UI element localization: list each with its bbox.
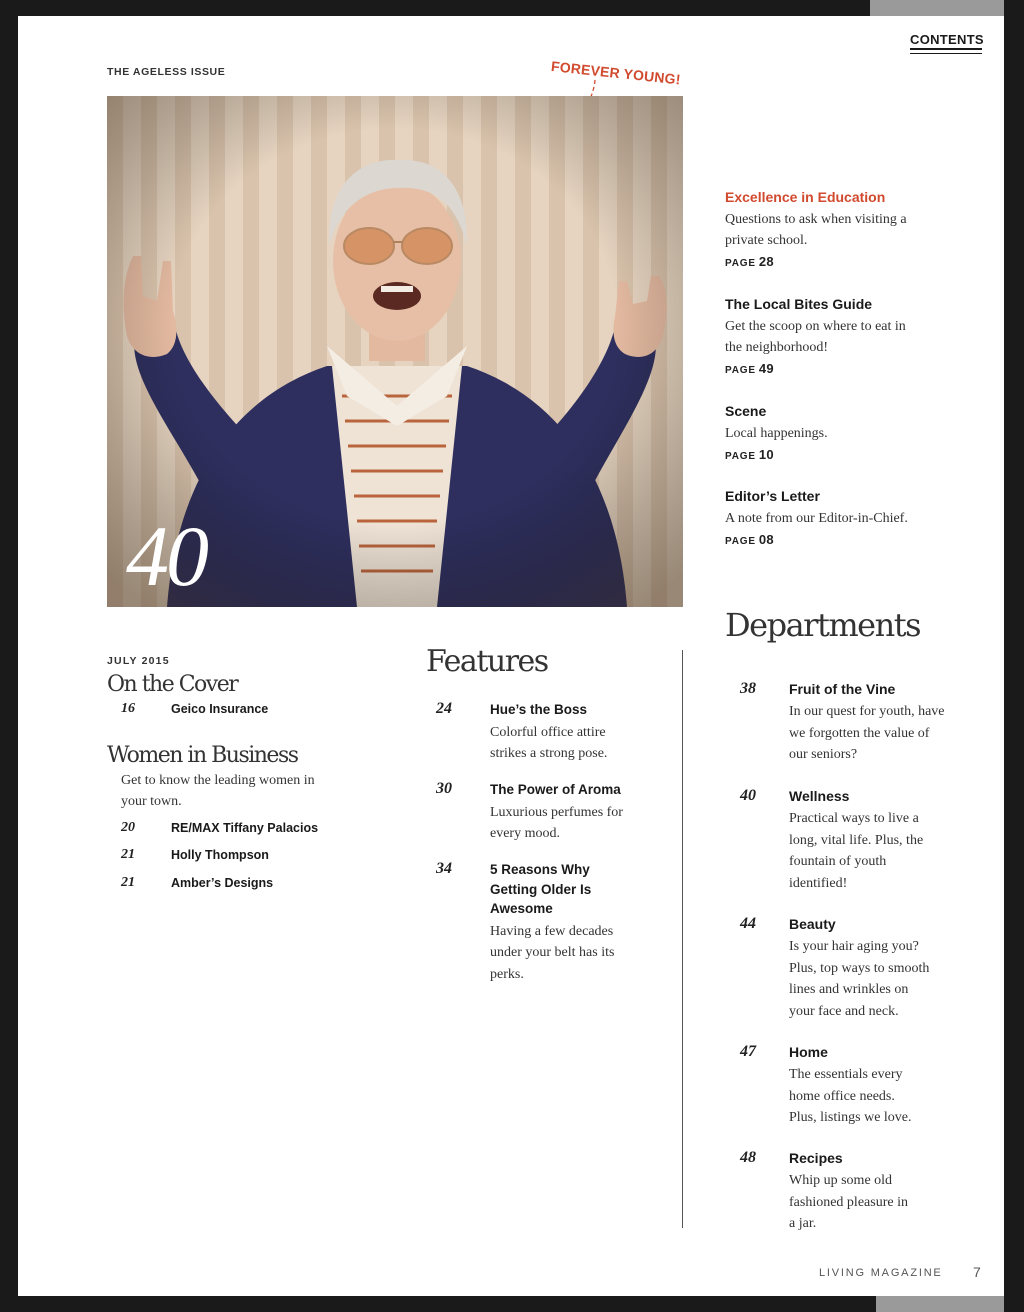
list-item-page: 21 bbox=[121, 875, 135, 890]
sidebar-article-page: PAGE 08 bbox=[725, 532, 774, 547]
list-item[interactable] bbox=[121, 701, 381, 721]
department-title: Recipes bbox=[789, 1150, 843, 1166]
sidebar-article-desc: A note from our Editor-in-Chief. bbox=[725, 511, 908, 526]
department-title: Home bbox=[789, 1044, 828, 1060]
feature-item[interactable] bbox=[436, 860, 656, 990]
contents-underline-thin bbox=[910, 53, 982, 54]
issue-page-count: 40 bbox=[126, 508, 206, 604]
feature-title: 5 Reasons Why Getting Older Is Awesome bbox=[490, 862, 592, 916]
list-item-page: 16 bbox=[121, 701, 135, 716]
department-page: 44 bbox=[740, 915, 756, 932]
sidebar-article[interactable] bbox=[725, 189, 955, 269]
page-edge-bottom bbox=[876, 1296, 1024, 1312]
list-item[interactable] bbox=[121, 875, 381, 895]
department-item[interactable] bbox=[740, 680, 960, 770]
issue-date: JULY 2015 bbox=[107, 655, 170, 667]
page-edge-right bbox=[1004, 0, 1024, 1312]
department-title: Fruit of the Vine bbox=[789, 681, 896, 697]
department-page: 40 bbox=[740, 787, 756, 804]
sidebar-article[interactable] bbox=[725, 296, 955, 376]
list-item-label: Holly Thompson bbox=[171, 848, 269, 862]
department-desc: Is your hair aging you? Plus, top ways to smooth lines and wrinkles on your face and neck. bbox=[789, 939, 930, 1019]
feature-title: Hue’s the Boss bbox=[490, 702, 588, 717]
sidebar-article-title: Excellence in Education bbox=[725, 189, 886, 205]
feature-desc: Luxurious perfumes for every mood. bbox=[490, 804, 623, 841]
sidebar-article-desc: Local happenings. bbox=[725, 426, 828, 441]
column-divider bbox=[682, 650, 683, 1228]
feature-page: 34 bbox=[436, 860, 452, 877]
women-in-business-desc: Get to know the leading women in your town. bbox=[121, 773, 315, 809]
list-item-page: 21 bbox=[121, 847, 135, 862]
feature-desc: Colorful office attire strikes a strong pose. bbox=[490, 724, 608, 761]
department-desc: Whip up some old fashioned pleasure in a jar. bbox=[789, 1173, 908, 1231]
department-item[interactable] bbox=[740, 787, 960, 897]
feature-desc: Having a few decades under your belt has its perks. bbox=[490, 923, 615, 982]
sidebar-article-desc: Questions to ask when visiting a private school. bbox=[725, 212, 907, 248]
footer-magazine-name: LIVING MAGAZINE bbox=[819, 1267, 943, 1279]
department-item[interactable] bbox=[740, 915, 960, 1025]
sidebar-article[interactable] bbox=[725, 403, 955, 462]
list-item[interactable] bbox=[121, 820, 381, 840]
department-desc: Practical ways to live a long, vital life. Plus, the fountain of youth identified! bbox=[789, 811, 924, 891]
department-desc: The essentials every home office needs. Plus, listings we love. bbox=[789, 1067, 912, 1125]
department-title: Beauty bbox=[789, 916, 836, 932]
women-in-business-heading: Women in Business bbox=[107, 743, 298, 768]
feature-title: The Power of Aroma bbox=[490, 782, 621, 797]
list-item-label: Geico Insurance bbox=[171, 702, 269, 716]
page-edge-top bbox=[870, 0, 1024, 16]
department-page: 48 bbox=[740, 1149, 756, 1166]
sidebar-article-title: The Local Bites Guide bbox=[725, 296, 873, 312]
magazine-page bbox=[18, 16, 1004, 1296]
on-the-cover-heading: On the Cover bbox=[107, 672, 238, 697]
sidebar-article[interactable] bbox=[725, 488, 955, 547]
list-item-label: Amber’s Designs bbox=[171, 876, 274, 890]
feature-page: 30 bbox=[436, 780, 452, 797]
sidebar-article-page: PAGE 49 bbox=[725, 361, 774, 376]
contents-underline bbox=[910, 48, 982, 50]
department-item[interactable] bbox=[740, 1149, 960, 1239]
issue-label: THE AGELESS ISSUE bbox=[107, 66, 226, 78]
feature-item[interactable] bbox=[436, 780, 656, 850]
sidebar-article-page: PAGE 10 bbox=[725, 447, 774, 462]
feature-page: 24 bbox=[436, 700, 452, 717]
list-item-label: RE/MAX Tiffany Palacios bbox=[171, 821, 319, 835]
contents-label: CONTENTS bbox=[910, 32, 984, 47]
sidebar-article-page: PAGE 28 bbox=[725, 254, 774, 269]
sidebar-article-title: Scene bbox=[725, 403, 767, 419]
footer-page-number: 7 bbox=[973, 1264, 981, 1280]
department-page: 38 bbox=[740, 680, 756, 697]
sidebar-article-desc: Get the scoop on where to eat in the neighborhood! bbox=[725, 319, 906, 355]
department-page: 47 bbox=[740, 1043, 756, 1060]
feature-item[interactable] bbox=[436, 700, 656, 770]
forever-young-annotation: FOREVER YOUNG! bbox=[550, 58, 682, 88]
departments-heading: Departments bbox=[725, 606, 920, 644]
department-title: Wellness bbox=[789, 788, 850, 804]
list-item-page: 20 bbox=[121, 820, 135, 835]
department-item[interactable] bbox=[740, 1043, 960, 1133]
features-heading: Features bbox=[426, 644, 548, 679]
list-item[interactable] bbox=[121, 847, 381, 867]
department-desc: In our quest for youth, have we forgotten the value of our seniors? bbox=[789, 704, 945, 762]
sidebar-article-title: Editor’s Letter bbox=[725, 488, 820, 504]
